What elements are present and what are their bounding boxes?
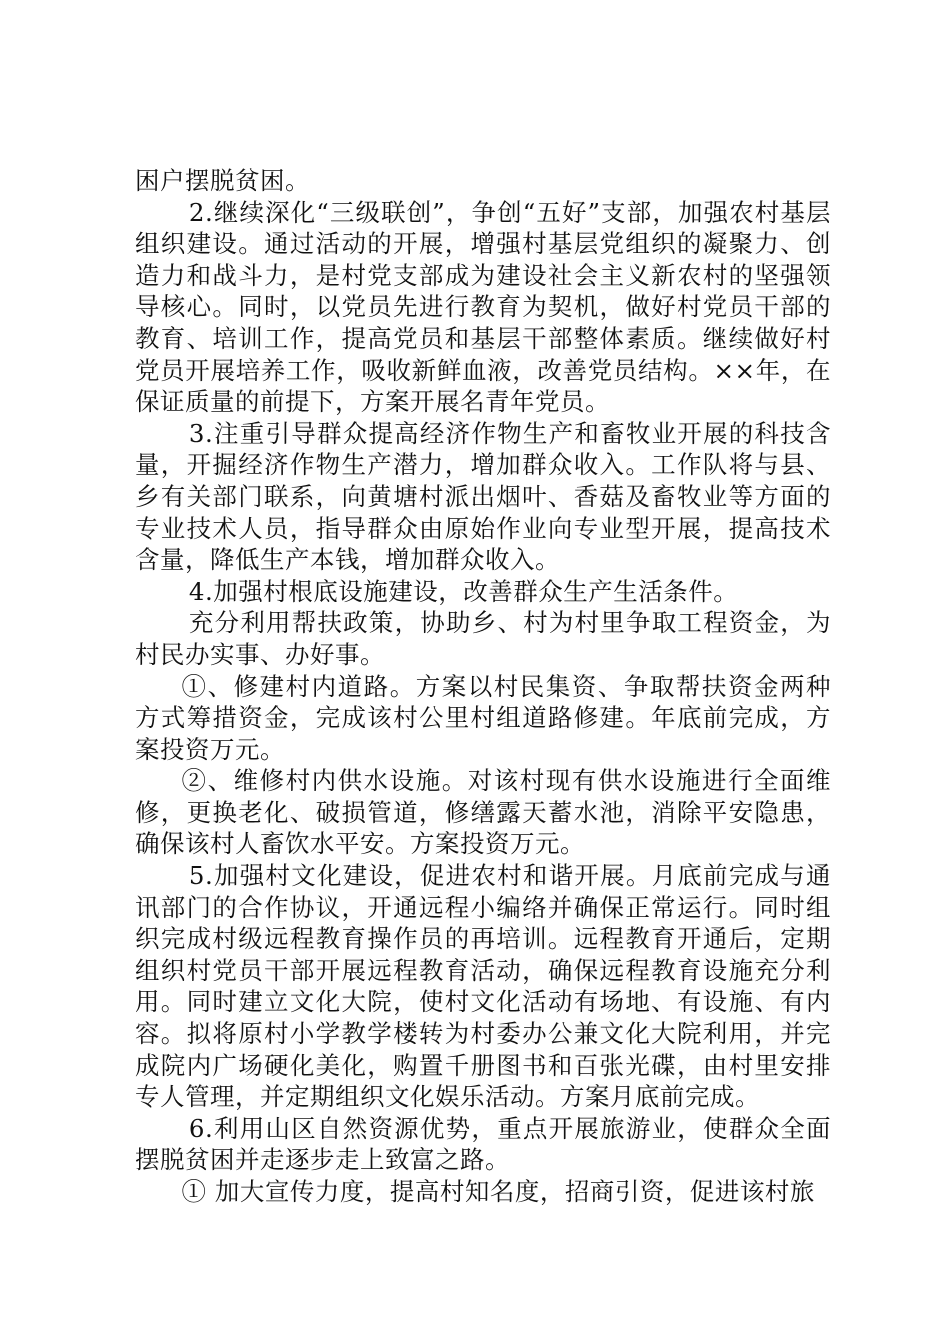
paragraph-item-4-detail: 充分利用帮扶政策，协助乡、村为村里争取工程资金，为村民办实事、办好事。 — [135, 608, 831, 669]
paragraph-item-2: 2.继续深化“三级联创”，争创“五好”支部，加强农村基层组织建设。通过活动的开展，增强村基层党组织的凝聚力、创造力和战斗力，是村党支部成为建设社会主义新农村的坚强领导核心。同时，以党员先进行教育为契机，做好村党员干部的教育、培训工作，提高党员和基层干部整体素质。继续做好村党员开展培养工作，吸收新鲜血液，改善党员结构。××年，在保证质量的前提下，方案开展名青年党员。 — [135, 197, 831, 417]
paragraph-item-6: 6.利用山区自然资源优势，重点开展旅游业，使群众全面摆脱贫困并走逐步走上致富之路。 — [135, 1113, 831, 1175]
paragraph-item-4: 4.加强村根底设施建设，改善群众生产生活条件。 — [188, 576, 739, 606]
document-page — [135, 165, 831, 1208]
paragraph-continuation: 困户摆脱贫困。 — [135, 166, 310, 195]
paragraph-subitem-road: ①、修建村内道路。方案以村民集资、争取帮扶资金两种方式筹措资金，完成该村公里村组道路修建。年底前完成，方案投资万元。 — [135, 671, 831, 764]
paragraph-item-5: 5.加强村文化建设，促进农村和谐开展。月底前完成与通讯部门的合作协议，开通远程小编络并确保正常运行。同时组织完成村级远程教育操作员的再培训。远程教育开通后，定期组织村党员干部开展远程教育活动，确保远程教育设施充分利用。同时建立文化大院，使村文化活动有场地、有设施、有内容。拟将原村小学教学楼转为村委办公兼文化大院利用，并完成院内广场硬化美化，购置千册图书和百张光碟，由村里安排专人管理，并定期组织文化娱乐活动。方案月底前完成。 — [135, 861, 831, 1112]
paragraph-subitem-promotion: ① 加大宣传力度，提高村知名度，招商引资，促进该村旅 — [181, 1177, 815, 1206]
paragraph-item-3: 3.注重引导群众提高经济作物生产和畜牧业开展的科技含量，开掘经济作物生产潜力，增加群众收入。工作队将与县、乡有关部门联系，向黄塘村派出烟叶、香菇及畜牧业等方面的专业技术人员，指导群众由原始作业向专业型开展，提高技术含量，降低生产本钱，增加群众收入。 — [135, 418, 831, 575]
paragraph-subitem-water: ②、维修村内供水设施。对该村现有供水设施进行全面维修，更换老化、破损管道，修缮露天蓄水池，消除平安隐患，确保该村人畜饮水平安。方案投资万元。 — [135, 766, 831, 859]
